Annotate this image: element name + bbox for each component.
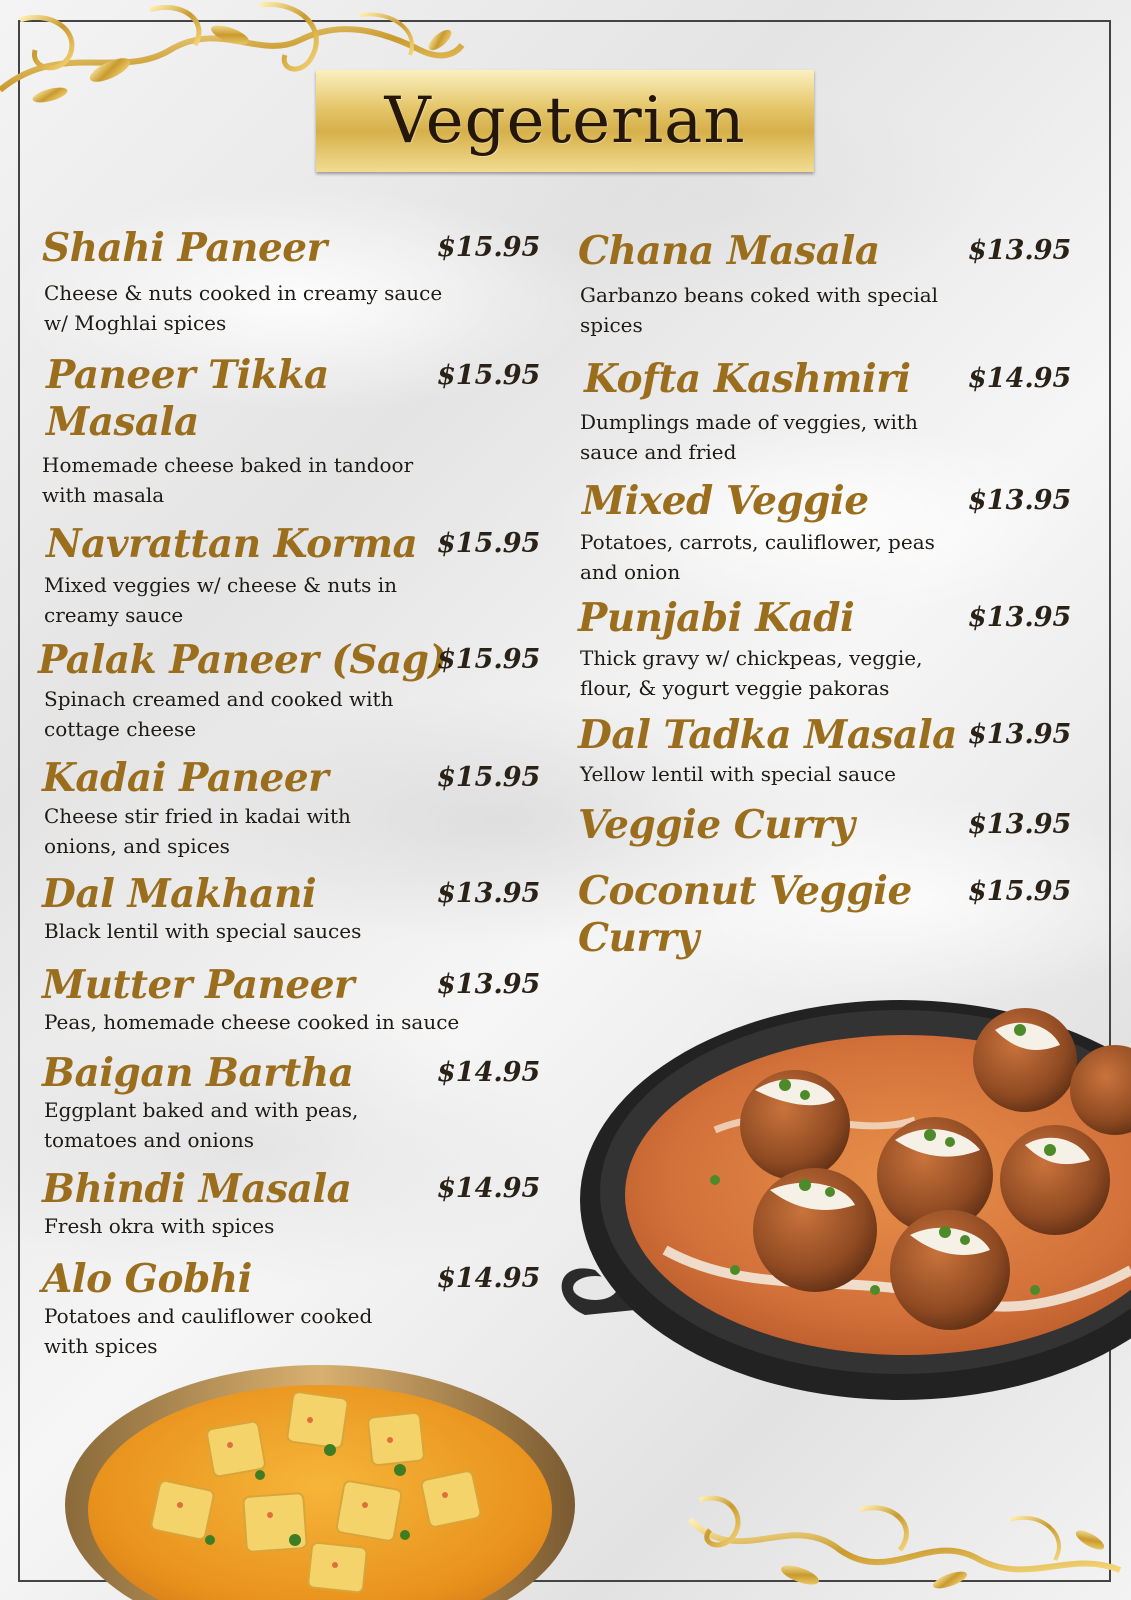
- menu-item-punjabi-kadi: [578, 596, 1078, 706]
- menu-item-mutter-paneer: [42, 962, 541, 1043]
- item-name: Kadai Paneer: [42, 755, 329, 801]
- menu-item-dal-tadka-masala: [578, 713, 1078, 793]
- item-price: $13.95: [968, 485, 1072, 516]
- item-description: Potatoes, carrots, cauliflower, peas and onion: [580, 530, 935, 584]
- item-name: Mixed Veggie: [582, 478, 869, 524]
- item-description: Potatoes and cauliflower cooked with spices: [44, 1304, 373, 1358]
- item-description: Dumplings made of veggies, with sauce and fried: [580, 410, 918, 464]
- menu-item-coconut-veggie-curry: [578, 868, 1078, 968]
- item-price: $13.95: [968, 602, 1072, 633]
- item-description: Thick gravy w/ chickpeas, veggie, flour, & yogurt veggie pakoras: [580, 646, 923, 700]
- item-name: Mutter Paneer: [42, 962, 355, 1008]
- menu-item-paneer-tikka-masala: [42, 352, 541, 522]
- item-name: Chana Masala: [578, 228, 880, 274]
- gold-swirl-ornament-bottom-right: [680, 1490, 1131, 1600]
- item-price: $15.95: [437, 232, 541, 263]
- item-name: Punjabi Kadi: [578, 595, 855, 641]
- menu-item-navrattan-korma: [42, 521, 541, 632]
- menu-item-bhindi-masala: [42, 1166, 541, 1247]
- item-description: Spinach creamed and cooked with cottage cheese: [44, 687, 394, 741]
- section-title-banner: [316, 70, 814, 172]
- item-name: Bhindi Masala: [42, 1166, 352, 1212]
- item-price: $15.95: [968, 876, 1072, 907]
- item-price: $13.95: [437, 969, 541, 1000]
- menu-item-shahi-paneer: [42, 225, 541, 336]
- menu-item-veggie-curry: [578, 803, 1078, 853]
- item-description: Cheese stir fried in kadai with onions, and spices: [44, 804, 351, 858]
- item-description: Cheese & nuts cooked in creamy sauce w/ Moghlai spices: [44, 281, 443, 335]
- item-price: $13.95: [968, 809, 1072, 840]
- item-name: Alo Gobhi: [42, 1256, 252, 1302]
- paneer-curry-bowl-photo: [60, 1365, 580, 1600]
- item-price: $15.95: [437, 644, 541, 675]
- item-description: Black lentil with special sauces: [44, 919, 362, 943]
- menu-item-dal-makhani: [42, 871, 541, 952]
- item-description: Yellow lentil with special sauce: [580, 762, 896, 786]
- item-price: $13.95: [968, 235, 1072, 266]
- kofta-curry-pan-photo: [555, 970, 1131, 1420]
- item-price: $15.95: [437, 528, 541, 559]
- item-name: Paneer Tikka Masala: [46, 352, 329, 445]
- item-name: Navrattan Korma: [46, 521, 418, 567]
- item-description: Fresh okra with spices: [44, 1214, 275, 1238]
- item-name: Veggie Curry: [578, 802, 855, 848]
- item-price: $14.95: [437, 1173, 541, 1204]
- menu-item-chana-masala: [578, 229, 1078, 339]
- item-description: Mixed veggies w/ cheese & nuts in creamy sauce: [44, 573, 398, 627]
- item-description: Homemade cheese baked in tandoor with masala: [42, 453, 414, 507]
- item-name: Shahi Paneer: [42, 225, 327, 271]
- item-description: Peas, homemade cheese cooked in sauce: [44, 1010, 460, 1034]
- menu-item-baigan-bartha: [42, 1050, 541, 1161]
- item-name: Dal Makhani: [42, 871, 317, 917]
- item-name: Coconut Veggie Curry: [578, 868, 912, 961]
- section-title: Vegeterian: [384, 84, 746, 158]
- item-price: $13.95: [968, 719, 1072, 750]
- menu-item-alo-gobhi: [42, 1256, 541, 1367]
- item-name: Palak Paneer (Sag): [38, 637, 447, 683]
- item-price: $15.95: [437, 360, 541, 391]
- item-price: $15.95: [437, 762, 541, 793]
- item-price: $14.95: [437, 1263, 541, 1294]
- item-name: Dal Tadka Masala: [578, 712, 957, 758]
- item-description: Eggplant baked and with peas, tomatoes and onions: [44, 1098, 359, 1152]
- menu-item-kofta-kashmiri: [578, 357, 1078, 467]
- item-price: $14.95: [968, 363, 1072, 394]
- item-name: Baigan Bartha: [42, 1050, 354, 1096]
- menu-item-kadai-paneer: [42, 755, 541, 866]
- item-price: $13.95: [437, 878, 541, 909]
- item-price: $14.95: [437, 1057, 541, 1088]
- menu-item-mixed-veggie: [578, 479, 1078, 589]
- menu-item-palak-paneer: [38, 637, 541, 748]
- item-name: Kofta Kashmiri: [584, 356, 911, 402]
- item-description: Garbanzo beans coked with special spices: [580, 283, 939, 337]
